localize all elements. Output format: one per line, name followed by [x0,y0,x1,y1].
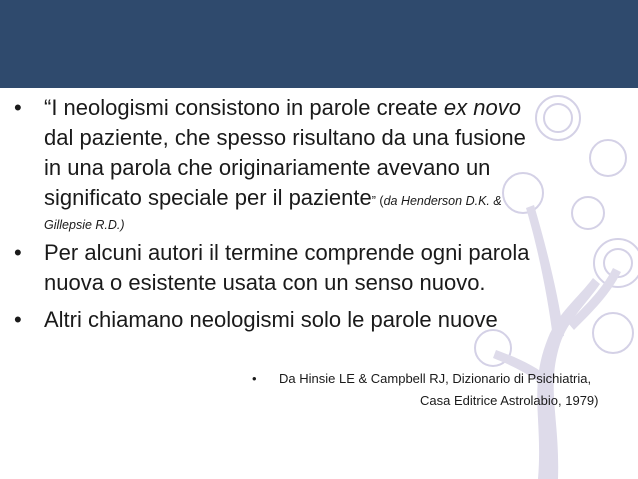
reference-line-2: Casa Editrice Astrolabio, 1979) [420,393,599,408]
bullet-3-paragraph [44,305,498,335]
bullet-marker: • [14,95,22,120]
bullet-marker: • [14,307,22,332]
bullet-1-paragraph [44,93,526,234]
bullet-1-citation-line-2: Gillepsie R.D.) [44,218,125,232]
reference-marker: • [252,371,257,386]
bullet-1-line-2: dal paziente, che spesso risultano da una fusione [44,125,526,150]
bullet-1-citation: da Henderson D.K. & [383,194,502,208]
bullet-1-text-end: significato speciale per il paziente [44,185,372,210]
bullet-1-line-4 [44,183,526,216]
bullet-marker: • [14,240,22,265]
bullet-1-text: “I neologismi consistono in parole create [44,95,444,120]
bullet-2-paragraph [44,238,529,298]
bullet-1-line-3: in una parola che originariamente avevano un [44,155,491,180]
bullet-1-quote-close: ” ( [371,194,384,208]
bullet-1-line-1 [44,93,526,123]
bullet-2-line-2: nuova o esistente usata con un senso nuovo. [44,270,486,295]
bullet-3-line-1: Altri chiamano neologismi solo le parole nuove [44,307,498,332]
bullet-1-italic-text: ex novo [443,95,521,120]
reference-line-1: Da Hinsie LE & Campbell RJ, Dizionario di Psichiatria, [279,371,592,386]
bullet-2-line-1: Per alcuni autori il termine comprende ogni parola [44,240,530,265]
